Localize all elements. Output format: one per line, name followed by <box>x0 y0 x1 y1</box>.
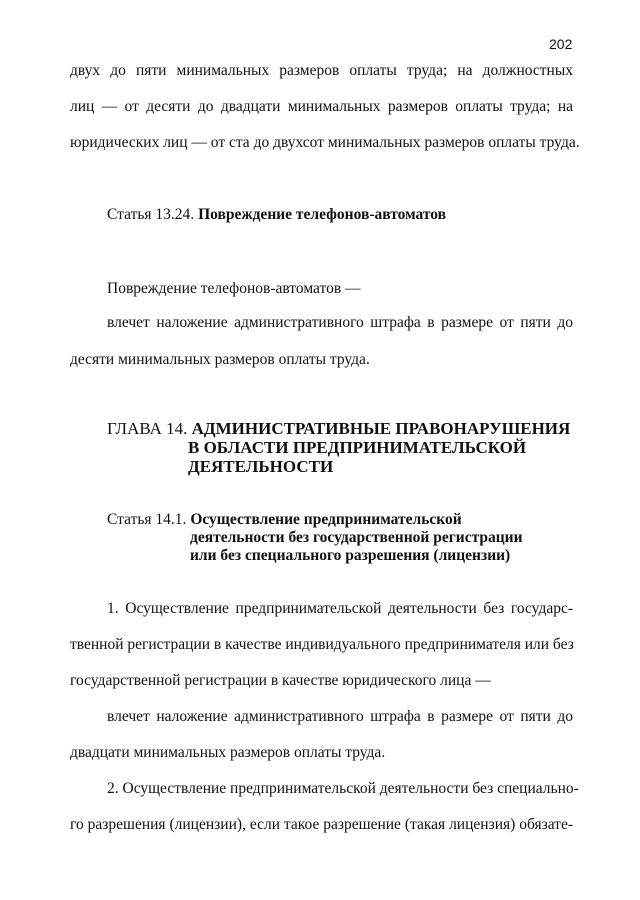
page-number: 202 <box>549 36 573 52</box>
chapter-14-title-3: ДЕЯТЕЛЬНОСТИ <box>188 457 334 476</box>
chapter-14-title-2: В ОБЛАСТИ ПРЕДПРИНИМАТЕЛЬСКОЙ <box>188 438 527 457</box>
article-14-1-part1-sanction-2: двадцати минимальных размеров оплаты труда. <box>70 744 386 761</box>
article-13-24-sanction-2: десяти минимальных размеров оплаты труда. <box>70 351 370 368</box>
article-14-1-part1-line-3: государственной регистрации в качестве юридического лица — <box>70 672 491 689</box>
article-14-1-part1-sanction-1: влечет наложение административного штрафа в размере от пяти до <box>107 708 573 725</box>
chapter-14-line-1 <box>107 419 570 439</box>
article-14-1-label: Статья 14.1. <box>107 511 187 528</box>
article-14-1-heading-1 <box>107 511 462 529</box>
article-14-1-title-1: Осуществление предпринимательской <box>190 511 462 528</box>
article-13-24-title: Повреждение телефонов-автоматов <box>198 206 447 223</box>
intro-line-2: лиц — от десяти до двадцати минимальных размеров оплаты труда; на <box>70 98 573 115</box>
article-14-1-part2-line-1: 2. Осуществление предпринимательской деятельности без специально- <box>107 780 579 797</box>
article-13-24-heading <box>107 205 573 225</box>
chapter-14-title-1: АДМИНИСТРАТИВНЫЕ ПРАВОНАРУШЕНИЯ <box>191 419 571 438</box>
intro-line-1: двух до пяти минимальных размеров оплаты труда; на должностных <box>70 62 573 79</box>
article-13-24-body: Повреждение телефонов-автоматов — <box>107 280 361 297</box>
intro-line-3: юридических лиц — от ста до двухсот минимальных размеров оплаты труда. <box>70 134 580 151</box>
article-14-1-part1-line-2: твенной регистрации в качестве индивидуального предпринимателя или без <box>70 636 574 653</box>
article-14-1-title-2: деятельности без государственной регистрации <box>190 529 523 546</box>
article-14-1-title-3: или без специального разрешения (лицензии) <box>190 547 511 564</box>
article-13-24-label: Статья 13.24. <box>107 206 195 223</box>
article-14-1-part1-line-1: 1. Осуществление предпринимательской деятельности без государс- <box>107 600 573 617</box>
article-14-1-part2-line-2: го разрешения (лицензии), если такое разрешение (такая лицензия) обязате- <box>70 816 573 833</box>
article-13-24-sanction-1: влечет наложение административного штрафа в размере от пяти до <box>107 314 573 331</box>
chapter-14-label: ГЛАВА 14. <box>107 419 188 438</box>
